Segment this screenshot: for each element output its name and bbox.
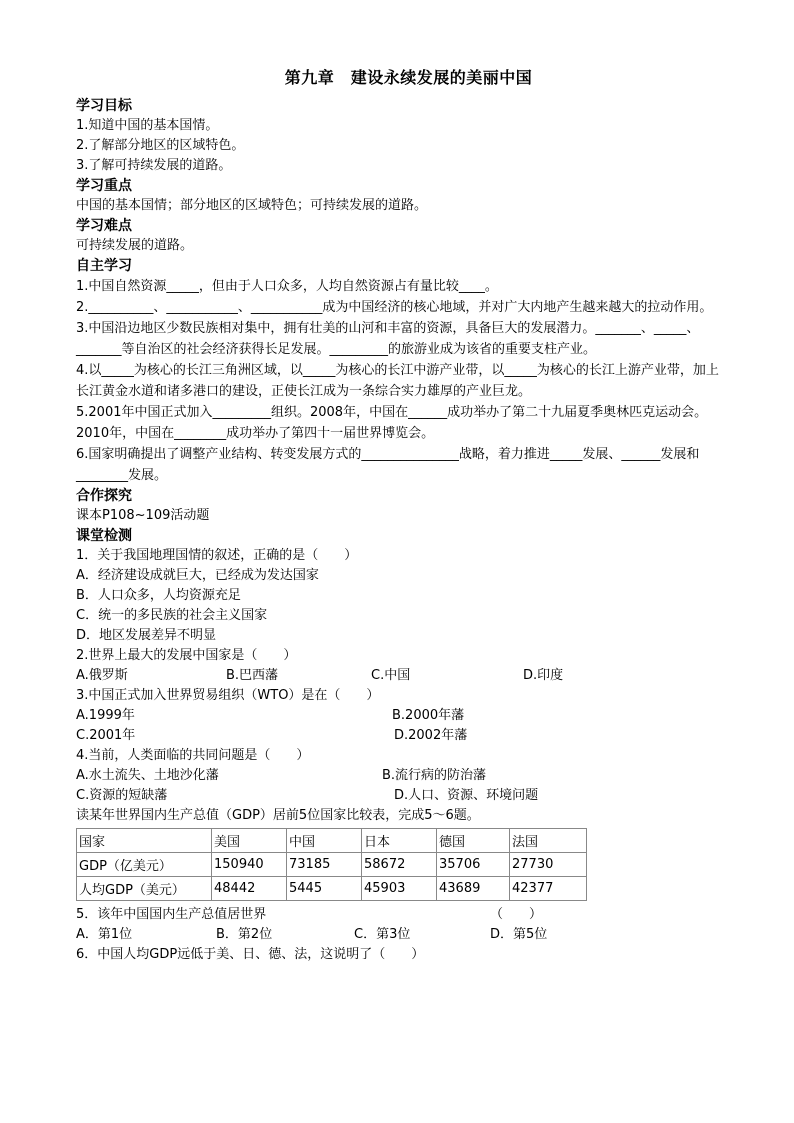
table-cell: 国家 — [77, 829, 212, 853]
question-5-options — [76, 925, 721, 945]
table-cell: 58672 — [362, 853, 437, 877]
focus-text: 中国的基本国情；部分地区的区域特色；可持续发展的道路。 — [76, 198, 428, 213]
goal-item: 3.了解可持续发展的道路。 — [76, 158, 232, 173]
table-cell: 73185 — [287, 853, 362, 877]
page-title: 第九章 建设永续发展的美丽中国 — [284, 68, 533, 87]
table-cell: 45903 — [362, 877, 437, 901]
self-study-item: 2.__________、___________、___________成为中国经济的核心地域，并对广大内地产生越来越大的拉动作用。 — [76, 300, 713, 315]
option: C．第3位 — [354, 927, 411, 942]
question-5 — [76, 905, 721, 925]
question-3-options — [76, 726, 721, 746]
question-1-option: B．人口众多，人均资源充足 — [76, 588, 241, 603]
option: A．第1位 — [76, 927, 133, 942]
option: A.1999年 — [76, 708, 135, 723]
option: B.巴西藩 — [226, 668, 279, 683]
table-cell: 35706 — [437, 853, 510, 877]
table-cell: 中国 — [287, 829, 362, 853]
table-cell: 42377 — [510, 877, 587, 901]
option: D.人口、资源、环境问题 — [394, 788, 539, 803]
question-4-options — [76, 786, 721, 806]
option: C.中国 — [371, 668, 411, 683]
question-1-option: A．经济建设成就巨大，已经成为发达国家 — [76, 568, 319, 583]
self-study-item: 1.中国自然资源_____，但由于人口众多，人均自然资源占有量比较____。 — [76, 279, 498, 294]
cooperation-text: 课本P108~109活动题 — [76, 508, 210, 523]
table-cell: 人均GDP（美元） — [77, 877, 212, 901]
table-cell: 27730 — [510, 853, 587, 877]
question-6: 6．中国人均GDP远低于美、日、德、法，这说明了（ ） — [76, 947, 425, 962]
self-study-item: 3.中国沿边地区少数民族相对集中，拥有壮美的山河和丰富的资源，具备巨大的发展潜力。_______、_____、_______等自治区的社会经济获得长足发展。_________的旅游业成为该省的重要支柱产业。 — [76, 321, 700, 357]
option: D.印度 — [523, 668, 564, 683]
question-2: 2.世界上最大的发展中国家是（ ） — [76, 648, 297, 663]
option: B.流行病的防治藩 — [382, 768, 487, 783]
question-1: 1．关于我国地理国情的叙述，正确的是（ ） — [76, 548, 358, 563]
cooperation-heading: 合作探究 — [76, 488, 132, 504]
table-row — [77, 853, 587, 877]
self-study-heading: 自主学习 — [76, 258, 132, 274]
option: C.2001年 — [76, 728, 136, 743]
question-1-option: D．地区发展差异不明显 — [76, 628, 217, 643]
table-cell: 48442 — [212, 877, 287, 901]
table-cell: 法国 — [510, 829, 587, 853]
goal-item: 2.了解部分地区的区域特色。 — [76, 138, 245, 153]
self-study-item: 5.2001年中国正式加入_________组织。2008年，中国在______成功举办了第二十九届夏季奥林匹克运动会。2010年，中国在________成功举办了第四十一届世界博览会。 — [76, 405, 708, 441]
option: A.水土流失、土地沙化藩 — [76, 768, 219, 783]
option: C.资源的短缺藩 — [76, 788, 168, 803]
question-4-options — [76, 766, 721, 786]
table-cell: 150940 — [212, 853, 287, 877]
gdp-table — [76, 828, 587, 901]
table-cell: 日本 — [362, 829, 437, 853]
option: D.2002年藩 — [394, 728, 468, 743]
self-study-item: 4.以_____为核心的长江三角洲区域，以_____为核心的长江中游产业带，以_____为核心的长江上游产业带，加上长江黄金水道和诸多港口的建设，正使长江成为一条综合实力雄厚的产业巨龙。 — [76, 363, 719, 399]
worksheet — [76, 66, 721, 965]
self-study-item: 6.国家明确提出了调整产业结构、转变发展方式的_______________战略，着力推进_____发展、______发展和________发展。 — [76, 447, 700, 483]
goal-item: 1.知道中国的基本国情。 — [76, 118, 219, 133]
question-5-text: 5．该年中国国内生产总值居世界 — [76, 907, 267, 922]
table-cell: 5445 — [287, 877, 362, 901]
difficulty-text: 可持续发展的道路。 — [76, 238, 194, 253]
question-3-options — [76, 706, 721, 726]
question-4: 4.当前，人类面临的共同问题是（ ） — [76, 748, 310, 763]
option: B.2000年藩 — [392, 708, 465, 723]
question-3: 3.中国正式加入世界贸易组织（WTO）是在（ ） — [76, 688, 380, 703]
table-row — [77, 877, 587, 901]
table-intro: 读某年世界国内生产总值（GDP）居前5位国家比较表，完成5～6题。 — [76, 808, 480, 823]
classroom-check-heading: 课堂检测 — [76, 528, 132, 544]
question-1-option: C．统一的多民族的社会主义国家 — [76, 608, 268, 623]
table-cell: GDP（亿美元） — [77, 853, 212, 877]
option: D．第5位 — [490, 927, 548, 942]
question-2-options — [76, 666, 721, 686]
table-cell: 德国 — [437, 829, 510, 853]
option: A.俄罗斯 — [76, 668, 128, 683]
table-cell: 美国 — [212, 829, 287, 853]
table-cell: 43689 — [437, 877, 510, 901]
answer-paren: （ ） — [490, 907, 543, 922]
goals-heading: 学习目标 — [76, 98, 132, 114]
difficulty-heading: 学习难点 — [76, 218, 132, 234]
table-header-row — [77, 829, 587, 853]
focus-heading: 学习重点 — [76, 178, 132, 194]
option: B．第2位 — [216, 927, 273, 942]
